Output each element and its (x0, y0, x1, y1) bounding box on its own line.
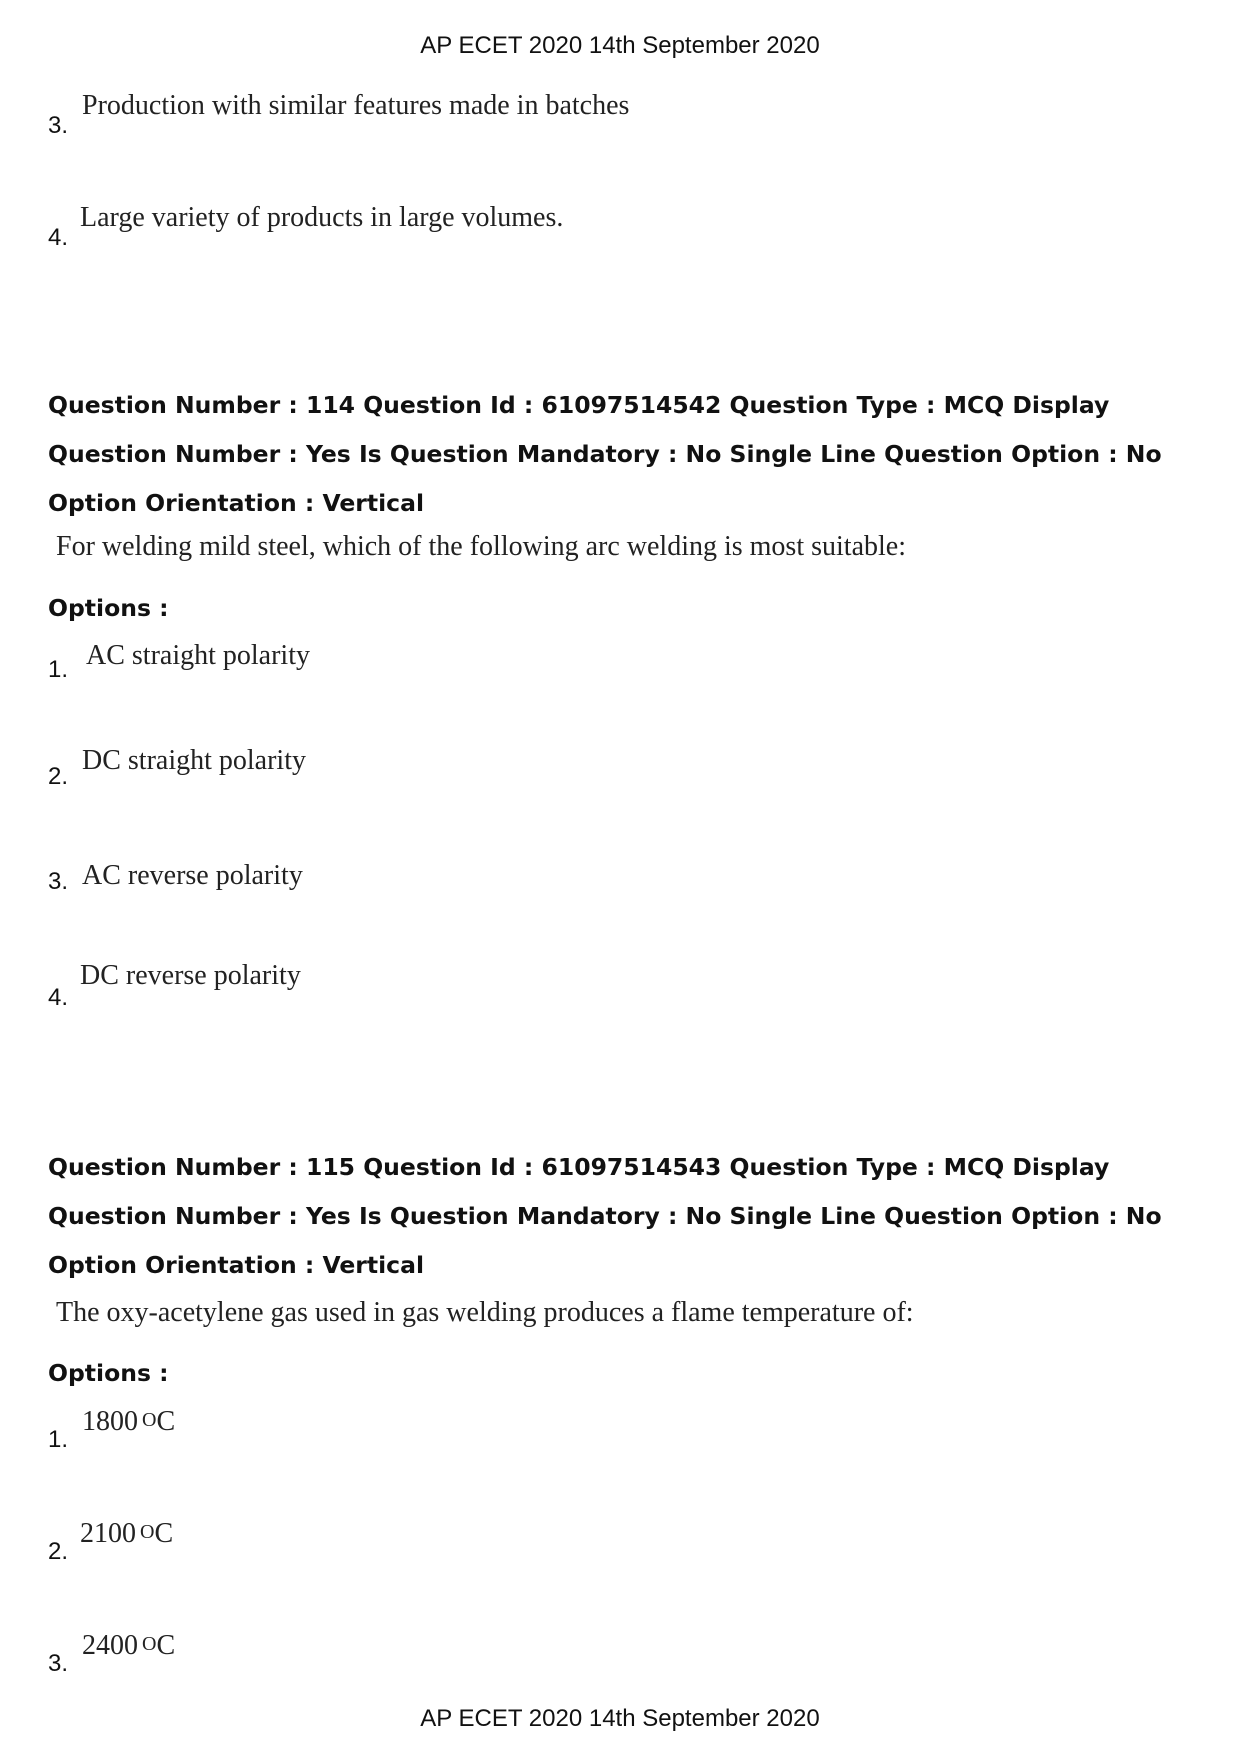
temperature-unit: C (156, 1406, 176, 1437)
option-text: DC reverse polarity (80, 960, 301, 991)
degree-symbol: O (140, 1521, 155, 1543)
temperature-value: 2100 (80, 1518, 136, 1549)
option-text: AC reverse polarity (82, 860, 303, 891)
page-header: AP ECET 2020 14th September 2020 (420, 32, 820, 59)
option-number: 4. (48, 224, 69, 251)
question-text: For welding mild steel, which of the following arc welding is most suitable: (56, 531, 906, 562)
temperature-unit: C (154, 1518, 174, 1549)
option-number: 4. (48, 984, 69, 1011)
option-number: 2. (48, 1538, 69, 1565)
question-meta: Question Number : 115 Question Id : 61097514543 Question Type : MCQ Display Question Number : Yes Is Question Mandatory : No Single Line Question Option : No Option Orientation : Vertical (48, 1153, 1162, 1279)
options-label: Options : (48, 1359, 169, 1387)
option-text: Large variety of products in large volumes. (80, 202, 564, 233)
option-number: 1. (48, 656, 69, 683)
temperature-value: 2400 (82, 1630, 138, 1661)
temperature-unit: C (156, 1630, 176, 1661)
option-number: 3. (48, 112, 69, 139)
degree-symbol: O (142, 1633, 157, 1655)
page-footer: AP ECET 2020 14th September 2020 (420, 1705, 820, 1732)
option-number: 2. (48, 763, 69, 790)
temperature-value: 1800 (82, 1406, 138, 1437)
degree-symbol: O (142, 1409, 157, 1431)
option-text: Production with similar features made in batches (82, 90, 630, 121)
options-label: Options : (48, 594, 169, 622)
question-text: The oxy-acetylene gas used in gas welding produces a flame temperature of: (56, 1297, 914, 1328)
option-number: 3. (48, 1650, 69, 1677)
option-number: 1. (48, 1426, 69, 1453)
option-text (82, 1406, 175, 1438)
option-text: AC straight polarity (86, 640, 310, 671)
option-number: 3. (48, 868, 69, 895)
question-meta: Question Number : 114 Question Id : 61097514542 Question Type : MCQ Display Question Number : Yes Is Question Mandatory : No Single Line Question Option : No Option Orientation : Vertical (48, 391, 1162, 517)
option-text (82, 1630, 175, 1662)
option-text (80, 1518, 173, 1550)
option-text: DC straight polarity (82, 745, 306, 776)
